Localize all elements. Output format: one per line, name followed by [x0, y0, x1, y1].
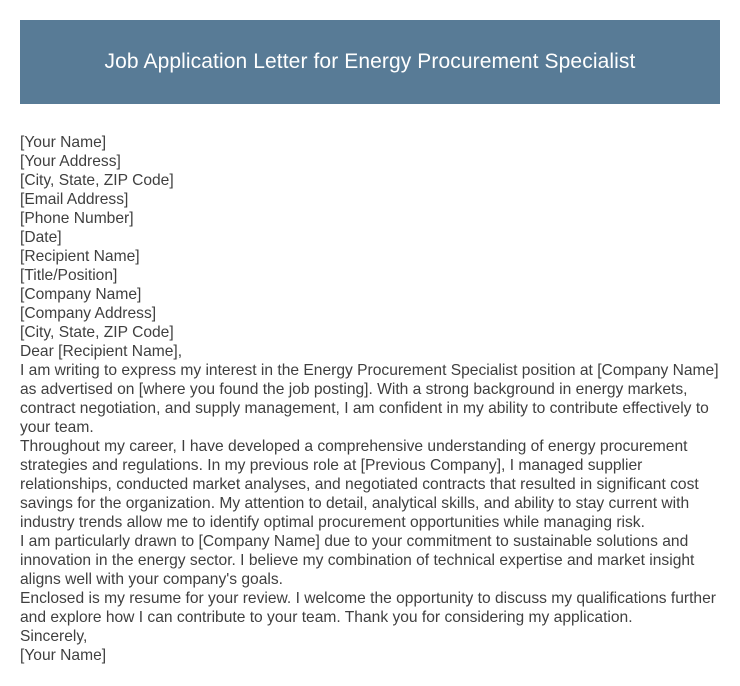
recipient-title: [Title/Position] — [20, 267, 118, 284]
letter-date: [Date] — [20, 229, 62, 246]
letter-body — [20, 133, 722, 665]
paragraph-experience: Throughout my career, I have developed a comprehensive understanding of energy procurement strategies and regulations. In my previous role at [Previous Company], I managed supplier relationships, conducted market analyses, and negotiated contracts that resulted in significant cost savings for the organization. My attention to detail, analytical skills, and ability to stay current with industry trends allow me to identify optimal procurement opportunities while managing risk. — [20, 438, 699, 531]
sender-city-state-zip: [City, State, ZIP Code] — [20, 172, 174, 189]
recipient-address: [Company Address] — [20, 305, 157, 322]
paragraph-closing: Enclosed is my resume for your review. I welcome the opportunity to discuss my qualifications further and explore how I can contribute to your team. Thank you for considering my application. — [20, 590, 716, 626]
recipient-name: [Recipient Name] — [20, 248, 140, 265]
salutation: Dear [Recipient Name], — [20, 343, 183, 360]
paragraph-intro: I am writing to express my interest in the Energy Procurement Specialist position at [Company Name] as advertised on [where you found the job posting]. With a strong background in energy markets, contract negotiation, and supply management, I am confident in my ability to contribute effectively to your team. — [20, 362, 719, 436]
sender-address: [Your Address] — [20, 153, 121, 170]
sender-name: [Your Name] — [20, 134, 107, 151]
paragraph-motivation: I am particularly drawn to [Company Name] due to your commitment to sustainable solutions and innovation in the energy sector. I believe my combination of technical expertise and market insight aligns well with your company's goals. — [20, 533, 695, 588]
recipient-city-state-zip: [City, State, ZIP Code] — [20, 324, 174, 341]
sender-email: [Email Address] — [20, 191, 129, 208]
sender-phone: [Phone Number] — [20, 210, 134, 227]
header-banner — [20, 20, 720, 104]
page-title: Job Application Letter for Energy Procurement Specialist — [104, 50, 636, 73]
recipient-company: [Company Name] — [20, 286, 142, 303]
closing: Sincerely, — [20, 628, 88, 645]
signature: [Your Name] — [20, 647, 107, 664]
